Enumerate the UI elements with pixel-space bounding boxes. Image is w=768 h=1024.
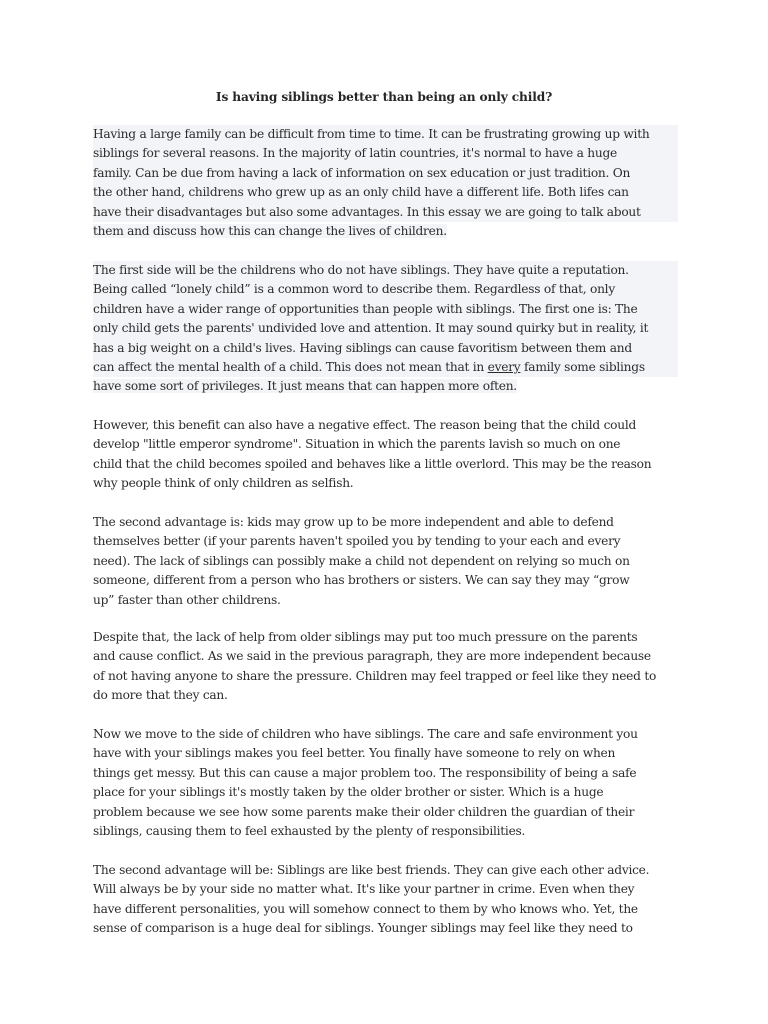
text-line: The second advantage is: kids may grow up to be more independent and able to defend [93,515,614,529]
text-line: have with your siblings makes you feel better. You finally have someone to rely on when [93,746,616,761]
text-line: place for your siblings it's mostly taken by the older brother or sister. Which is a huge [93,785,604,800]
text-line: However, this benefit can also have a negative effect. The reason being that the child could [93,418,637,432]
text-line: Despite that, the lack of help from older siblings may put too much pressure on the parents [93,630,638,644]
text-line: and cause conflict. As we said in the previous paragraph, they are more independent because [93,649,651,664]
underlined-word: every [487,359,521,374]
text-line: only child gets the parents' undivided love and attention. It may sound quirky but in reality, it [93,319,678,338]
paragraph-1 [93,125,678,241]
text-line: of not having anyone to share the pressure. Children may feel trapped or feel like they need to [93,668,657,683]
paragraph-7 [93,861,678,939]
text-line: need). The lack of siblings can possibly make a child not dependent on relying so much on [93,553,630,568]
text-line: have different personalities, you will somehow connect to them by who knows who. Yet, the [93,901,638,916]
text-line: sense of comparison is a huge deal for siblings. Younger siblings may feel like they need to [93,921,633,936]
text-line: them and discuss how this can change the lives of children. [93,223,447,238]
text-line: things get messy. But this can cause a major problem too. The responsibility of being a safe [93,765,637,780]
text-line: family. Can be due from having a lack of information on sex education or just tradition. On [93,164,678,183]
text-line: Now we move to the side of children who have siblings. The care and safe environment you [93,727,638,741]
text-line: up” faster than other childrens. [93,592,281,607]
text-line: problem because we see how some parents make their older children the guardian of their [93,804,635,819]
text-line: children have a wider range of opportunities than people with siblings. The first one is: The [93,300,678,319]
paragraph-5 [93,628,678,706]
paragraph-4 [93,513,678,610]
document-title: Is having siblings better than being an only child? [215,90,553,104]
text-line: can affect the mental health of a child. This does not mean that in every family some siblings [93,358,678,377]
text-line: Being called “lonely child” is a common word to describe them. Regardless of that, only [93,280,678,299]
text-line: develop "little emperor syndrome". Situation in which the parents lavish so much on one [93,437,621,452]
text-line: why people think of only children as selfish. [93,476,354,491]
text-line: child that the child becomes spoiled and behaves like a little overlord. This may be the reason [93,456,652,471]
text-line: have their disadvantages but also some advantages. In this essay we are going to talk about [93,203,678,222]
text-line: has a big weight on a child's lives. Having siblings can cause favoritism between them and [93,339,678,358]
text-line: siblings, causing them to feel exhausted by the plenty of responsibilities. [93,823,526,838]
text-line: the other hand, childrens who grew up as an only child have a different life. Both lifes can [93,183,678,202]
text-line: someone, different from a person who has brothers or sisters. We can say they may “grow [93,573,630,588]
text-line: themselves better (if your parents haven't spoiled you by tending to your each and every [93,534,621,549]
paragraph-3 [93,416,678,494]
text-line: have some sort of privileges. It just means that can happen more often. [93,379,517,394]
text-line: do more that they can. [93,688,228,703]
paragraph-2 [93,261,678,397]
text-line: The first side will be the childrens who do not have siblings. They have quite a reputation. [93,261,678,280]
text-line: The second advantage will be: Siblings are like best friends. They can give each other advice. [93,863,650,877]
text-line: siblings for several reasons. In the majority of latin countries, it's normal to have a huge [93,144,678,163]
paragraph-6 [93,725,678,841]
text-line: Having a large family can be difficult from time to time. It can be frustrating growing up with [93,125,678,144]
text-line: Will always be by your side no matter what. It's like your partner in crime. Even when they [93,882,635,897]
